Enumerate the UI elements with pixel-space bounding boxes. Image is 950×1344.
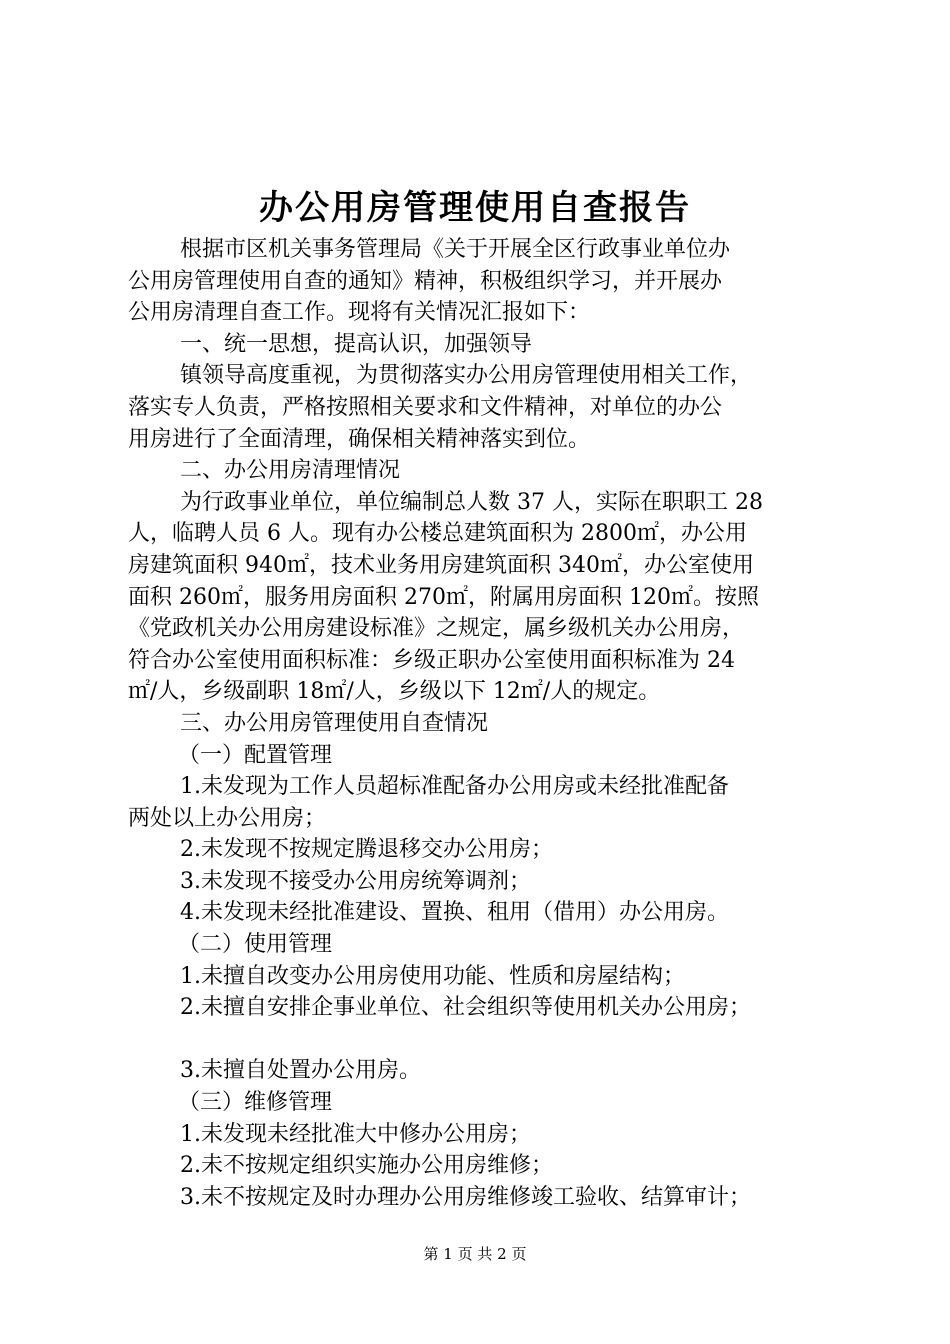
- paragraph-line: 用房进行了全面清理，确保相关精神落实到位。: [128, 426, 591, 452]
- paragraph-line: 落实专人负责，严格按照相关要求和文件精神，对单位的办公: [128, 394, 723, 420]
- list-item: 2.未擅自安排企事业单位、社会组织等使用机关办公用房；: [180, 995, 751, 1021]
- document-title: 办公用房管理使用自查报告: [259, 188, 691, 228]
- subsection-heading: （三）维修管理: [178, 1090, 333, 1116]
- section-heading: 一、统一思想，提高认识，加强领导: [180, 331, 533, 357]
- subsection-heading: （一）配置管理: [178, 742, 333, 768]
- paragraph-line: 房建筑面积 940㎡，技术业务用房建筑面积 340㎡，办公室使用: [128, 552, 754, 578]
- paragraph-line: ㎡/人，乡级副职 18㎡/人，乡级以下 12㎡/人的规定。: [128, 679, 661, 705]
- paragraph-line: 公用房管理使用自查的通知》精神，积极组织学习，并开展办: [128, 268, 723, 294]
- section-heading: 三、办公用房管理使用自查情况: [180, 710, 489, 736]
- subsection-heading: （二）使用管理: [178, 932, 333, 958]
- list-item-continuation: 两处以上办公用房；: [128, 805, 327, 831]
- list-item: 1.未发现为工作人员超标准配备办公用房或未经批准配备: [180, 774, 729, 800]
- paragraph-line: 公用房清理自查工作。现将有关情况汇报如下：: [128, 300, 591, 326]
- list-item: 2.未发现不按规定腾退移交办公用房；: [180, 837, 553, 863]
- page-footer: 第 1 页 共 2 页: [423, 1245, 527, 1263]
- list-item: 4.未发现未经批准建设、置换、租用（借用）办公用房。: [180, 900, 729, 926]
- section-heading: 二、办公用房清理情况: [180, 458, 401, 484]
- paragraph-line: 人，临聘人员 6 人。现有办公楼总建筑面积为 2800㎡，办公用: [128, 521, 747, 547]
- list-item: 2.未不按规定组织实施办公用房维修；: [180, 1153, 553, 1179]
- paragraph-line: 根据市区机关事务管理局《关于开展全区行政事业单位办: [180, 237, 731, 262]
- paragraph-line: 《党政机关办公用房建设标准》之规定，属乡级机关办公用房，: [128, 616, 745, 642]
- paragraph-line: 面积 260㎡，服务用房面积 270㎡，附属用房面积 120㎡。按照: [128, 584, 759, 610]
- list-item: 3.未发现不接受办公用房统筹调剂；: [180, 868, 531, 894]
- paragraph-line: 镇领导高度重视，为贯彻落实办公用房管理使用相关工作，: [180, 363, 753, 389]
- list-item: 3.未不按规定及时办理办公用房维修竣工验收、结算审计；: [180, 1184, 751, 1210]
- list-item: 1.未擅自改变办公用房使用功能、性质和房屋结构；: [180, 963, 685, 989]
- document-body: [128, 234, 840, 1213]
- paragraph-line: 为行政事业单位，单位编制总人数 37 人，实际在职职工 28: [180, 489, 763, 515]
- list-item: 1.未发现未经批准大中修办公用房；: [180, 1121, 531, 1147]
- paragraph-line: 符合办公室使用面积标准：乡级正职办公室使用面积标准为 24: [128, 647, 735, 673]
- list-item: 3.未擅自处置办公用房。: [180, 1058, 421, 1084]
- blank-line: [128, 1024, 840, 1056]
